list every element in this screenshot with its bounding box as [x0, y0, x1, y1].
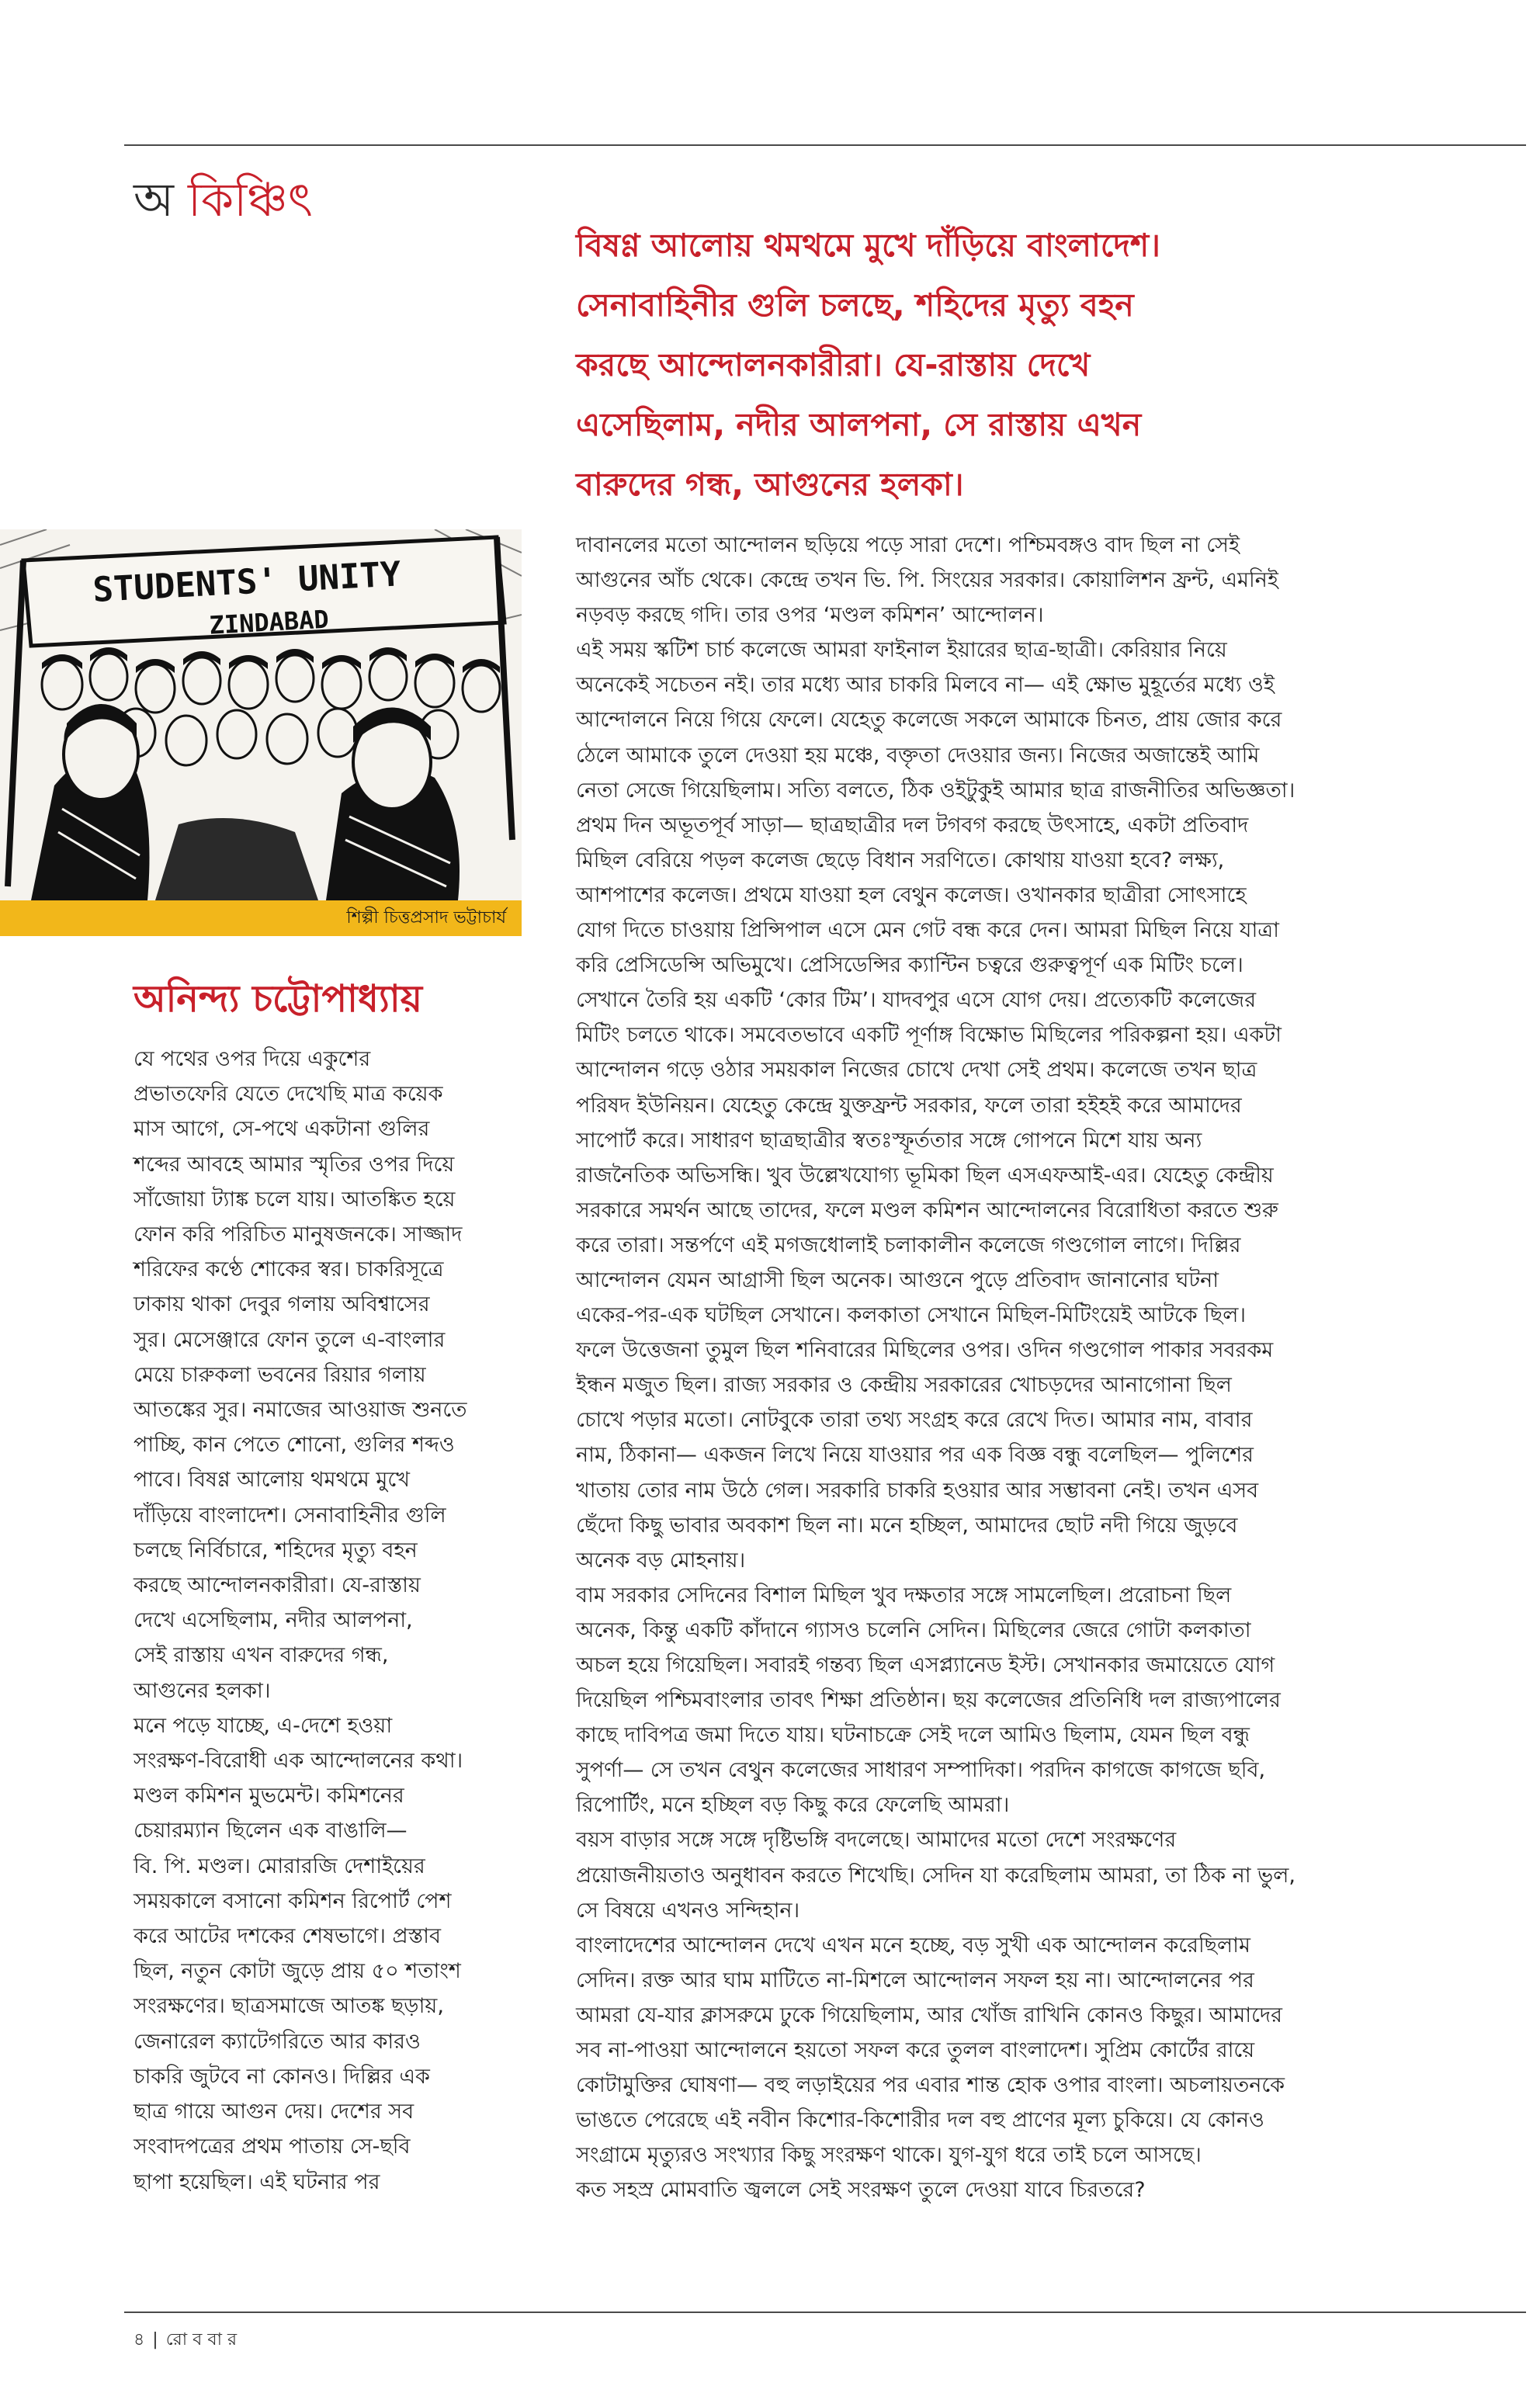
text-line: সরকারে সমর্থন আছে তাদের, ফলে মণ্ডল কমিশন আন্দোলনের বিরোধিতা করতে শুরু — [576, 1198, 1278, 1223]
text-line: বয়স বাড়ার সঙ্গে সঙ্গে দৃষ্টিভঙ্গি বদলেছে। আমাদের মতো দেশে সংরক্ষণের — [576, 1828, 1177, 1853]
section-word: কিঞ্চিৎ — [187, 173, 313, 227]
text-line: আন্দোলন গড়ে ওঠার সময়কাল নিজের চোখে দেখা সেই প্রথম। কলেজে তখন ছাত্র — [576, 1058, 1257, 1083]
text-line: ইন্ধন মজুত ছিল। রাজ্য সরকার ও কেন্দ্রীয় সরকারের খোচড়দের আনাগোনা ছিল — [576, 1373, 1232, 1398]
text-line: নাম, ঠিকানা— একজন লিখে নিয়ে যাওয়ার পর এক বিজ্ঞ বন্ধু বলেছিল— পুলিশের — [576, 1443, 1254, 1468]
text-line: অচল হয়ে গিয়েছিল। সবারই গন্তব্য ছিল এসপ্ল্যানেড ইস্ট। সেখানকার জমায়েতে যোগ — [576, 1653, 1275, 1677]
text-line: পাচ্ছি, কান পেতে শোনো, গুলির শব্দও — [134, 1433, 455, 1458]
pull-quote-line: সেনাবাহিনীর গুলি চলছে, শহিদের মৃত্যু বহন — [576, 286, 1134, 324]
text-line: চলছে নির্বিচারে, শহিদের মৃত্যু বহন — [134, 1538, 418, 1562]
text-line: সাপোর্ট করে। সাধারণ ছাত্রছাত্রীর স্বতঃস্ফূর্ততার সঙ্গে গোপনে মিশে যায় অন্য — [576, 1128, 1202, 1153]
section-heading — [134, 169, 313, 231]
text-line: প্রভাতফেরি যেতে দেখেছি মাত্র কয়েক — [134, 1082, 443, 1107]
text-line: করছে আন্দোলনকারীরা। যে-রাস্তায় — [134, 1573, 421, 1598]
text-line: করে আটের দশকের শেষভাগে। প্রস্তাব — [134, 1924, 441, 1949]
footer-separator: | — [152, 2330, 158, 2350]
text-line: রাজনৈতিক অভিসন্ধি। খুব উল্লেখযোগ্য ভূমিকা ছিল এসএফআই-এর। যেহেতু কেন্দ্রীয় — [576, 1163, 1274, 1188]
text-line: একের-পর-এক ঘটছিল সেখানে। কলকাতা সেখানে মিছিল-মিটিংয়েই আটকে ছিল। — [576, 1303, 1247, 1328]
text-line: আগুনের হলকা। — [134, 1678, 271, 1703]
bottom-rule — [124, 2311, 1526, 2313]
pull-quote-line: এসেছিলাম, নদীর আলপনা, সে রাস্তায় এখন — [576, 406, 1142, 443]
text-line: আতঙ্কের সুর। নমাজের আওয়াজ শুনতে — [134, 1398, 467, 1423]
text-line: অনেক বড় মোহনায়। — [576, 1548, 746, 1573]
text-line: শব্দের আবহে আমার স্মৃতির ওপর দিয়ে — [134, 1152, 455, 1177]
text-line: প্রয়োজনীয়তাও অনুধাবন করতে শিখেছি। সেদিন যা করেছিলাম আমরা, তা ঠিক না ভুল, — [576, 1863, 1295, 1888]
text-line: সব না-পাওয়া আন্দোলনে হয়তো সফল করে তুলল বাংলাদেশ। সুপ্রিম কোর্টের রায়ে — [576, 2038, 1255, 2063]
text-line: সংগ্রামে মৃত্যুরও সংখ্যার কিছু সংরক্ষণ থাকে। যুগ-যুগ ধরে তাই চলে আসছে। — [576, 2143, 1202, 2168]
right-text-column — [576, 528, 1406, 2208]
text-line: ছেঁদো কিছু ভাবার অবকাশ ছিল না। মনে হচ্ছিল, আমাদের ছোট নদী গিয়ে জুড়বে — [576, 1513, 1238, 1538]
text-line: কোটামুক্তির ঘোষণা— বহু লড়াইয়ের পর এবার শান্ত হোক ওপার বাংলা। অচলায়তনকে — [576, 2073, 1285, 2098]
pull-quote — [576, 216, 1352, 515]
page-footer — [134, 2327, 237, 2353]
text-line: চেয়ারম্যান ছিলেন এক বাঙালি— — [134, 1819, 408, 1843]
text-line: সংরক্ষণ-বিরোধী এক আন্দোলনের কথা। — [134, 1749, 463, 1774]
text-line: সেদিন। রক্ত আর ঘাম মাটিতে না-মিশলে আন্দোলন সফল হয় না। আন্দোলনের পর — [576, 1968, 1254, 1992]
text-line: অনেক, কিন্তু একটি কাঁদানে গ্যাসও চলেনি সেদিন। মিছিলের জেরে গোটা কলকাতা — [576, 1618, 1251, 1642]
text-line: অনেকেই সচেতন নই। তার মধ্যে আর চাকরি মিলবে না— এই ক্ষোভ মুহূর্তের মধ্যে ওই — [576, 673, 1275, 698]
text-line: ভাঙতে পেরেছে এই নবীন কিশোর-কিশোরীর দল বহু প্রাণের মূল্য চুকিয়ে। যে কোনও — [576, 2108, 1264, 2133]
text-line: চাকরি জুটবে না কোনও। দিল্লির এক — [134, 2064, 430, 2089]
text-line: ছিল, নতুন কোটা জুড়ে প্রায় ৫০ শতাংশ — [134, 1959, 461, 1984]
banner-text-line2: ZINDABAD — [208, 604, 330, 640]
text-line: সংরক্ষণের। ছাত্রসমাজে আতঙ্ক ছড়ায়, — [134, 1994, 444, 2019]
text-line: মিটিং চলতে থাকে। সমবেতভাবে একটি পূর্ণাঙ্গ বিক্ষোভ মিছিলের পরিকল্পনা হয়। একটা — [576, 1023, 1282, 1048]
text-line: দেখে এসেছিলাম, নদীর আলপনা, — [134, 1608, 413, 1633]
text-line: আমরা যে-যার ক্লাসরুমে ঢুকে গিয়েছিলাম, আর খোঁজ রাখিনি কোনও কিছুর। আমাদের — [576, 2003, 1282, 2027]
text-line: আগুনের আঁচ থেকে। কেন্দ্রে তখন ভি. পি. সিংয়ের সরকার। কোয়ালিশন ফ্রন্ট, এমনিই — [576, 568, 1278, 593]
text-line: বাংলাদেশের আন্দোলন দেখে এখন মনে হচ্ছে, বড় সুখী এক আন্দোলন করেছিলাম — [576, 1933, 1250, 1958]
text-line: যোগ দিতে চাওয়ায় প্রিন্সিপাল এসে মেন গেট বন্ধ করে দেন। আমরা মিছিল নিয়ে যাত্রা — [576, 918, 1279, 943]
students-unity-illustration — [0, 529, 522, 900]
text-line: জেনারেল ক্যাটেগরিতে আর কারও — [134, 2029, 421, 2054]
text-line: দাবানলের মতো আন্দোলন ছড়িয়ে পড়ে সারা দেশে। পশ্চিমবঙ্গও বাদ ছিল না সেই — [576, 533, 1240, 557]
text-line: পরিষদ ইউনিয়ন। যেহেতু কেন্দ্রে যুক্তফ্রন্ট সরকার, ফলে তারা হইহই করে আমাদের — [576, 1093, 1242, 1118]
text-line: মনে পড়ে যাচ্ছে, এ-দেশে হওয়া — [134, 1713, 393, 1738]
text-line: সুর। মেসেঞ্জারে ফোন তুলে এ-বাংলার — [134, 1327, 446, 1352]
text-line: যে পথের ওপর দিয়ে একুশের — [134, 1047, 371, 1071]
text-line: মেয়ে চারুকলা ভবনের রিয়ার গলায় — [134, 1362, 426, 1387]
text-line: সে বিষয়ে এখনও সন্দিহান। — [576, 1898, 800, 1923]
text-line: কত সহস্র মোমবাতি জ্বললে সেই সংরক্ষণ তুলে দেওয়া যাবে চিরতরে? — [576, 2178, 1146, 2203]
text-line: খাতায় তোর নাম উঠে গেল। সরকারি চাকরি হওয়ার আর সম্ভাবনা নেই। তখন এসব — [576, 1478, 1259, 1503]
text-line: বি. পি. মণ্ডল। মোরারজি দেশাইয়ের — [134, 1854, 425, 1878]
author-name: অনিন্দ্য চট্টোপাধ্যায় — [134, 977, 422, 1021]
text-line: মণ্ডল কমিশন মুভমেন্ট। কমিশনের — [134, 1784, 404, 1809]
text-line: করে তারা। সন্তর্পণে এই মগজধোলাই চলাকালীন কলেজে গণ্ডগোল লাগে। দিল্লির — [576, 1233, 1241, 1257]
text-line: রিপোর্টিং, মনে হচ্ছিল বড় কিছু করে ফেলেছি আমরা। — [576, 1793, 1010, 1818]
text-line: কাছে দাবিপত্র জমা দিতে যায়। ঘটনাচক্রে সেই দলে আমিও ছিলাম, যেমন ছিল বন্ধু — [576, 1723, 1250, 1748]
text-line: বাম সরকার সেদিনের বিশাল মিছিল খুব দক্ষতার সঙ্গে সামলেছিল। প্ররোচনা ছিল — [576, 1583, 1232, 1607]
text-line: সেই রাস্তায় এখন বারুদের গন্ধ, — [134, 1643, 389, 1668]
text-line: সংবাদপত্রের প্রথম পাতায় সে-ছবি — [134, 2135, 411, 2159]
text-line: সেখানে তৈরি হয় একটি ‘কোর টিম’। যাদবপুর এসে যোগ দেয়। প্রত্যেকটি কলেজের — [576, 988, 1257, 1013]
text-line: করি প্রেসিডেন্সি অভিমুখে। প্রেসিডেন্সির ক্যান্টিন চত্বরে গুরুত্বপূর্ণ এক মিটিং চলে। — [576, 953, 1243, 978]
text-line: শরিফের কণ্ঠে শোকের স্বর। চাকরিসূত্রে — [134, 1257, 444, 1282]
text-line: এই সময় স্কটিশ চার্চ কলেজে আমরা ফাইনাল ইয়ারের ছাত্র-ছাত্রী। কেরিয়ার নিয়ে — [576, 638, 1227, 663]
text-line: ঢাকায় থাকা দেবুর গলায় অবিশ্বাসের — [134, 1292, 430, 1317]
pull-quote-line: বিষণ্ণ আলোয় থমথমে মুখে দাঁড়িয়ে বাংলাদেশ। — [576, 227, 1160, 264]
text-line: ঠেলে আমাকে তুলে দেওয়া হয় মঞ্চে, বক্তৃতা দেওয়ার জন্য। নিজের অজান্তেই আমি — [576, 743, 1260, 768]
text-line: চোখে পড়ার মতো। নোটবুকে তারা তথ্য সংগ্রহ করে রেখে দিত। আমার নাম, বাবার — [576, 1408, 1253, 1433]
text-line: ফোন করি পরিচিত মানুষজনকে। সাজ্জাদ — [134, 1223, 463, 1247]
pull-quote-line: করছে আন্দোলনকারীরা। যে-রাস্তায় দেখে — [576, 346, 1091, 383]
text-line: সাঁজোয়া ট্যাঙ্ক চলে যায়। আতঙ্কিত হয়ে — [134, 1187, 456, 1212]
page-number: ৪ — [134, 2330, 145, 2350]
text-line: ছাত্র গায়ে আগুন দেয়। দেশের সব — [134, 2100, 414, 2124]
illustration-credit: শিল্পী চিত্তপ্রসাদ ভট্টাচার্য — [346, 908, 506, 928]
section-letter: অ — [134, 173, 174, 227]
text-line: ফলে উত্তেজনা তুমুল ছিল শনিবারের মিছিলের ওপর। ওদিন গণ্ডগোল পাকার সবরকম — [576, 1338, 1274, 1363]
text-line: প্রথম দিন অভূতপূর্ব সাড়া— ছাত্রছাত্রীর দল টগবগ করছে উৎসাহে, একটা প্রতিবাদ — [576, 813, 1249, 838]
text-line: নড়বড় করছে গদি। তার ওপর ‘মণ্ডল কমিশন’ আন্দোলন। — [576, 603, 1044, 628]
text-line: পাবে। বিষণ্ণ আলোয় থমথমে মুখে — [134, 1468, 410, 1493]
left-text-column — [134, 1042, 522, 2200]
text-line: আন্দোলনে নিয়ে গিয়ে ফেলে। যেহেতু কলেজে সকলে আমাকে চিনত, প্রায় জোর করে — [576, 708, 1282, 733]
top-rule — [124, 144, 1526, 146]
text-line: সুপর্ণা— সে তখন বেথুন কলেজের সাধারণ সম্পাদিকা। পরদিন কাগজে কাগজে ছবি, — [576, 1758, 1266, 1783]
pull-quote-line: বারুদের গন্ধ, আগুনের হলকা। — [576, 466, 964, 503]
text-line: ছাপা হয়েছিল। এই ঘটনার পর — [134, 2169, 380, 2194]
banner-text-line1: STUDENTS' UNITY — [92, 554, 402, 610]
text-line: আন্দোলন যেমন আগ্রাসী ছিল অনেক। আগুনে পুড়ে প্রতিবাদ জানানোর ঘটনা — [576, 1268, 1219, 1292]
text-line: সময়কালে বসানো কমিশন রিপোর্ট পেশ — [134, 1888, 452, 1913]
illustration-caption-bar — [0, 900, 522, 936]
text-line: আশপাশের কলেজ। প্রথমে যাওয়া হল বেথুন কলেজ। ওখানকার ছাত্রীরা সোৎসাহে — [576, 883, 1247, 907]
text-line: দাঁড়িয়ে বাংলাদেশ। সেনাবাহিনীর গুলি — [134, 1503, 446, 1528]
text-line: নেতা সেজে গিয়েছিলাম। সত্যি বলতে, ঠিক ওইটুকুই আমার ছাত্র রাজনীতির অভিজ্ঞতা। — [576, 778, 1295, 803]
text-line: দিয়েছিল পশ্চিমবাংলার তাবৎ শিক্ষা প্রতিষ্ঠান। ছয় কলেজের প্রতিনিধি দল রাজ্যপালের — [576, 1688, 1281, 1713]
text-line: মিছিল বেরিয়ে পড়ল কলেজ ছেড়ে বিধান সরণিতে। কোথায় যাওয়া হবে? লক্ষ্য, — [576, 848, 1225, 872]
text-line: মাস আগে, সে-পথে একটানা গুলির — [134, 1117, 430, 1142]
publication-name: রো ব বা র — [165, 2330, 238, 2350]
